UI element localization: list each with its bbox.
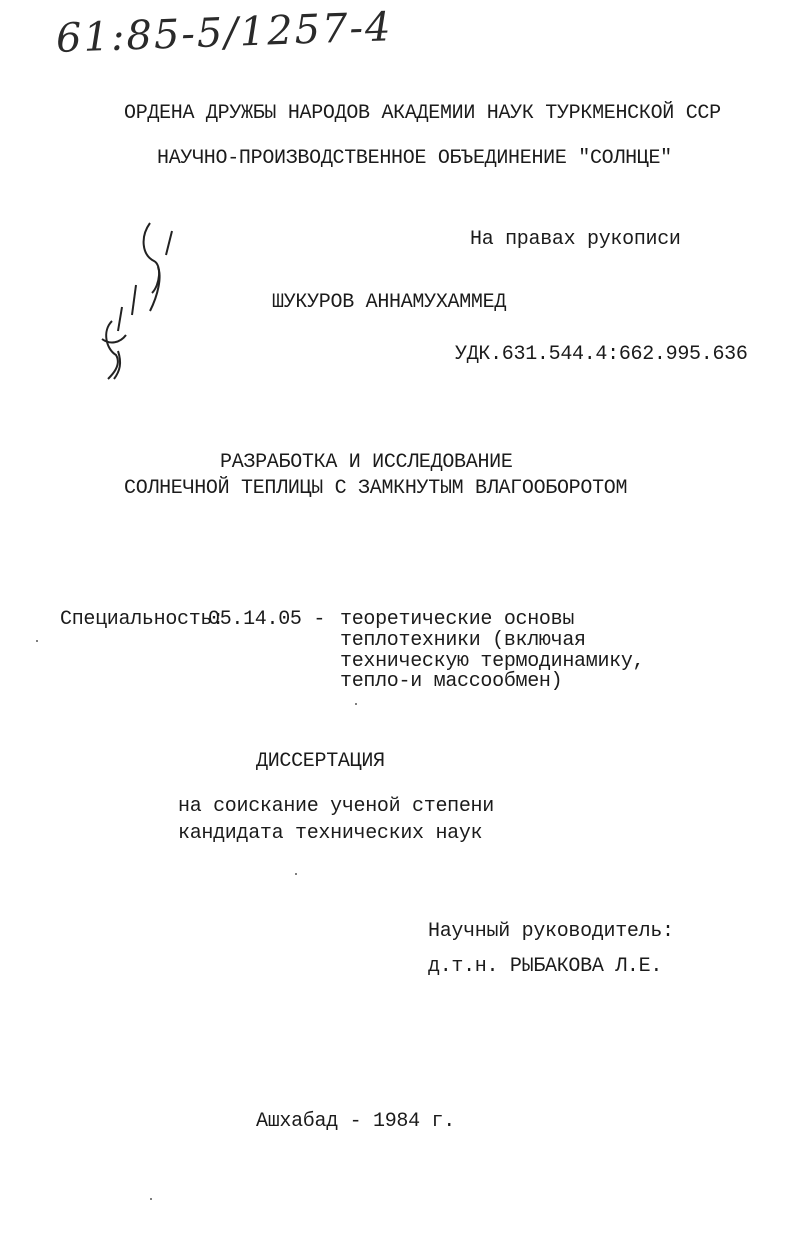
specialty-line-1: теоретические основы: [340, 608, 575, 631]
organization-line-1: ОРДЕНА ДРУЖБЫ НАРОДОВ АКАДЕМИИ НАУК ТУРКМЕНСКОЙ ССР: [124, 102, 721, 125]
supervisor-name: д.т.н. РЫБАКОВА Л.Е.: [428, 955, 663, 978]
title-line-1: РАЗРАБОТКА И ИССЛЕДОВАНИЕ: [220, 451, 513, 474]
author-name: ШУКУРОВ АННАМУХАММЕД: [272, 291, 507, 314]
handwritten-signature: [92, 215, 187, 385]
dissertation-line-2: кандидата технических наук: [178, 822, 483, 845]
rights-note: На правах рукописи: [470, 228, 681, 251]
specialty-line-2: теплотехники (включая: [340, 629, 586, 652]
specialty-label: Специальность:: [60, 608, 224, 631]
archive-code-handwritten: 61:85-5/1257-4: [55, 4, 394, 62]
specialty-line-3: техническую термодинамику,: [340, 650, 645, 673]
paper-speck: [355, 703, 357, 705]
organization-line-2: НАУЧНО-ПРОИЗВОДСТВЕННОЕ ОБЪЕДИНЕНИЕ "СОЛНЦЕ": [157, 147, 672, 170]
title-line-2: СОЛНЕЧНОЙ ТЕПЛИЦЫ С ЗАМКНУТЫМ ВЛАГООБОРОТОМ: [124, 477, 628, 500]
specialty-line-4: тепло-и массообмен): [340, 670, 563, 693]
paper-speck: [295, 873, 297, 875]
dissertation-line-1: на соискание ученой степени: [178, 795, 494, 818]
place-year: Ашхабад - 1984 г.: [256, 1110, 455, 1133]
supervisor-label: Научный руководитель:: [428, 920, 674, 943]
specialty-code: 05.14.05 -: [208, 608, 326, 631]
udc-code: УДК.631.544.4:662.995.636: [455, 343, 748, 366]
dissertation-heading: ДИССЕРТАЦИЯ: [256, 750, 385, 773]
paper-speck: [150, 1198, 152, 1200]
paper-speck: [36, 640, 38, 642]
